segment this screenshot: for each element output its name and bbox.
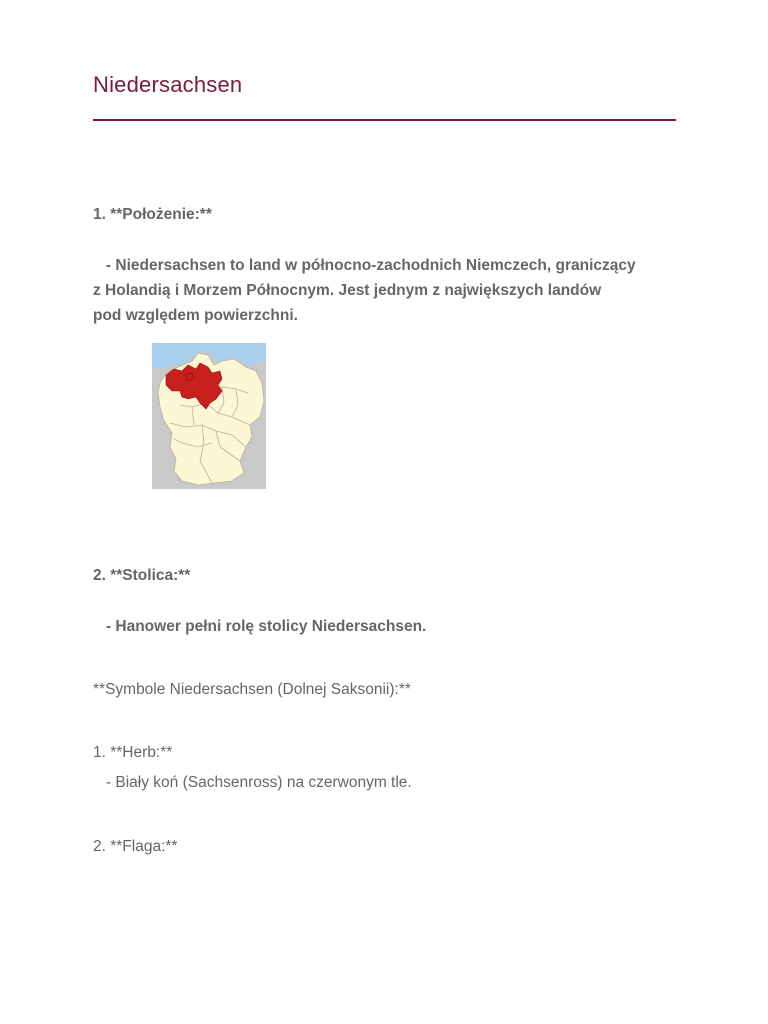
section-heading-capital: 2. **Stolica:** (93, 567, 191, 584)
germany-map-graphic (152, 343, 266, 489)
germany-locator-map (152, 343, 266, 489)
page-title: Niedersachsen (93, 72, 243, 97)
capital-text: - Hanower pełni rolę stolicy Niedersachsen. (93, 618, 427, 635)
section-heading-coat-of-arms: 1. **Herb:** (93, 744, 173, 761)
section-heading-location: 1. **Położenie:** (93, 206, 212, 223)
title-divider (93, 119, 676, 121)
symbols-heading: **Symbole Niedersachsen (Dolnej Saksonii):** (93, 681, 411, 698)
coat-of-arms-text: - Biały koń (Sachsenross) na czerwonym tle. (93, 774, 412, 791)
section-heading-flag: 2. **Flaga:** (93, 838, 178, 855)
location-text-line-3: pod względem powierzchni. (93, 307, 298, 324)
location-text-line-2: z Holandią i Morzem Północnym. Jest jednym z największych landów (93, 282, 602, 299)
location-text-line-1: - Niedersachsen to land w północno-zachodnich Niemczech, graniczący (93, 257, 636, 274)
